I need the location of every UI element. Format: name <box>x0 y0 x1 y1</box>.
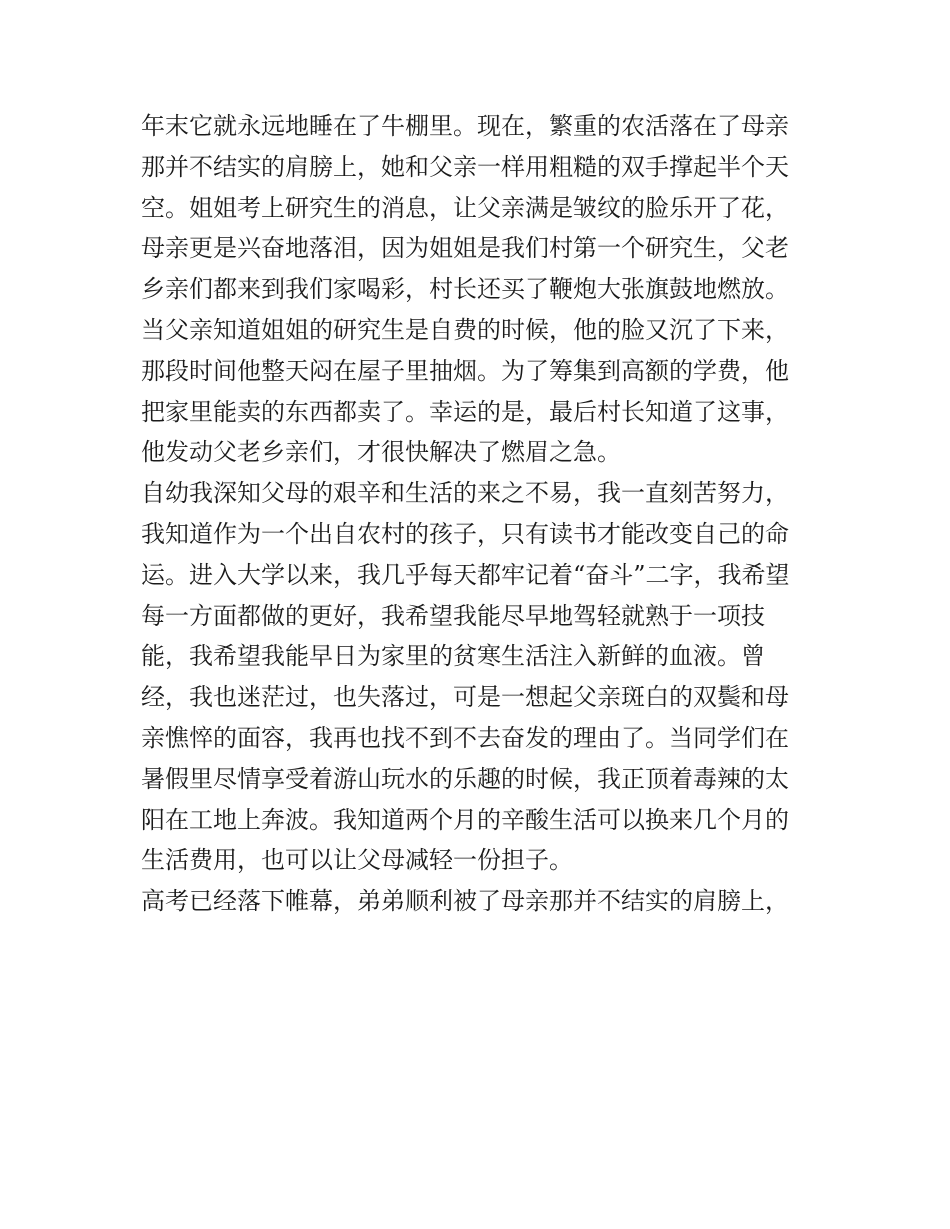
text-line: 空。姐姐考上研究生的消息，让父亲满是皱纹的脸乐开了花， <box>141 193 789 222</box>
text-line: 把家里能卖的东西都卖了。幸运的是，最后村长知道了这事， <box>141 397 789 426</box>
text-line: 乡亲们都来到我们家喝彩，村长还买了鞭炮大张旗鼓地燃放。 <box>141 275 789 304</box>
text-line: 生活费用，也可以让父母减轻一份担子。 <box>141 846 573 875</box>
text-line: 那段时间他整天闷在屋子里抽烟。为了筹集到高额的学费，他 <box>141 356 789 385</box>
text-line: 年末它就永远地睡在了牛棚里。现在，繁重的农活落在了母亲 <box>141 112 789 140</box>
text-line: 运。进入大学以来，我几乎每天都牢记着“奋斗”二字，我希望 <box>141 560 790 589</box>
text-line: 暑假里尽情享受着游山玩水的乐趣的时候，我正顶着毒辣的太 <box>141 764 789 793</box>
text-line: 我知道作为一个出自农村的孩子，只有读书才能改变自己的命 <box>141 519 789 548</box>
body-text <box>141 106 821 922</box>
text-line: 他发动父老乡亲们，才很快解决了燃眉之急。 <box>141 438 621 467</box>
text-line: 当父亲知道姐姐的研究生是自费的时候，他的脸又沉了下来， <box>141 315 789 344</box>
text-line: 亲憔悴的面容，我再也找不到不去奋发的理由了。当同学们在 <box>141 723 789 752</box>
text-line: 自幼我深知父母的艰辛和生活的来之不易，我一直刻苦努力， <box>141 479 789 508</box>
text-line: 母亲更是兴奋地落泪，因为姐姐是我们村第一个研究生，父老 <box>141 234 789 263</box>
text-line: 阳在工地上奔波。我知道两个月的辛酸生活可以换来几个月的 <box>141 805 789 834</box>
text-line: 能，我希望我能早日为家里的贫寒生活注入新鲜的血液。曾 <box>141 642 765 671</box>
text-line: 每一方面都做的更好，我希望我能尽早地驾轻就熟于一项技 <box>141 601 765 630</box>
text-line: 那并不结实的肩膀上，她和父亲一样用粗糙的双手撑起半个天 <box>141 152 789 181</box>
text-line: 高考已经落下帷幕，弟弟顺利被了母亲那并不结实的肩膀上， <box>141 887 789 916</box>
text-line: 经，我也迷茫过，也失落过，可是一想起父亲斑白的双鬓和母 <box>141 683 789 712</box>
